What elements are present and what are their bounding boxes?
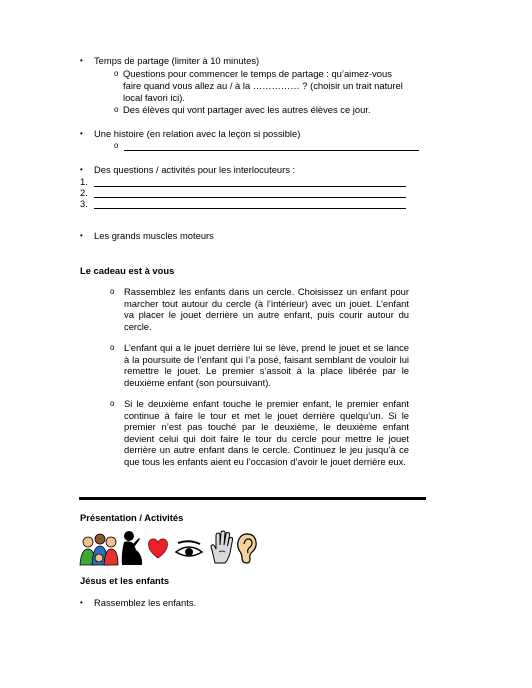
paragraph-line: L’enfant qui a le jouet derrière lui se lève, prend le jouet et se lance	[124, 342, 409, 353]
answer-line-3	[94, 208, 406, 209]
sharing-students-item: Des élèves qui vont partager avec les autres élèves ce jour.	[123, 104, 371, 115]
group-icon	[79, 532, 119, 566]
hand-icon	[208, 530, 234, 564]
gross-motor-item: Les grands muscles moteurs	[94, 230, 214, 241]
answer-line-2	[94, 197, 406, 198]
sharing-questions-line-1: Questions pour commencer le temps de partage : qu’aimez-vous	[123, 68, 392, 79]
bullet-dot: •	[80, 165, 83, 174]
eye-icon	[174, 540, 204, 560]
story-blank-line	[124, 150, 419, 151]
story-item: Une histoire (en relation avec la leçon si possible)	[94, 128, 301, 139]
paragraph-line: va placer le jouet derrière un autre enfant, puis courir autour du	[124, 309, 409, 321]
gather-children-item: Rassemblez les enfants.	[94, 597, 197, 608]
paragraph-line: à la poursuite de l’enfant qui l’a posé, faisant semblant de vouloir lui	[124, 353, 409, 365]
list-number-1: 1.	[80, 176, 88, 187]
bullet-dot: •	[80, 56, 83, 65]
paragraph-line: continue à faire le tour et met le jouet derrière quelqu’un. Si le	[124, 409, 409, 421]
paragraph-line: devient celui qui doit faire le tour du cercle pour mettre le jouet	[124, 432, 409, 444]
section-divider	[79, 497, 426, 500]
paragraph-line: remettre le jouet. Le premier s’assoit à la place libérée par le	[124, 365, 409, 377]
sub-bullet: o	[110, 399, 115, 408]
paragraph-line: premier n’est pas touché par le deuxième, le deuxième enfant	[124, 421, 409, 433]
sub-bullet: o	[114, 105, 119, 114]
paragraph-line: derrière un autre enfant dans le cercle. Continuez le jeu jusqu’à ce	[124, 444, 409, 456]
bullet-dot: •	[80, 231, 83, 240]
sharing-questions-line-3: local favori ici).	[123, 92, 185, 103]
paragraph-line: que tous les enfants aient eu l’occasion d’avoir le jouet derrière eux.	[124, 455, 406, 467]
bullet-dot: •	[80, 598, 83, 607]
gift-paragraph-2	[124, 342, 409, 388]
praying-figure-icon	[120, 530, 144, 566]
list-number-2: 2.	[80, 187, 88, 198]
gift-heading: Le cadeau est à vous	[80, 265, 175, 276]
list-number-3: 3.	[80, 198, 88, 209]
sharing-questions-line-2: faire quand vous allez au / à la …………… ? (choisir un trait naturel	[123, 80, 403, 91]
answer-line-1	[94, 186, 406, 187]
paragraph-line: cercle.	[124, 320, 152, 332]
paragraph-line: deuxième enfant (son poursuivant).	[124, 376, 271, 388]
ear-icon	[236, 532, 258, 564]
paragraph-line: marcher tout autour du cercle (à l’intérieur) avec un jouet. L’enfant	[124, 297, 409, 309]
sharing-time-item: Temps de partage (limiter à 10 minutes)	[94, 55, 260, 66]
sub-bullet: o	[110, 287, 115, 296]
jesus-children-heading: Jésus et les enfants	[80, 575, 170, 586]
questions-activities-item: Des questions / activités pour les interlocuteurs :	[94, 164, 296, 175]
gift-paragraph-3	[124, 398, 409, 468]
gift-paragraph-1	[124, 286, 409, 332]
paragraph-line: Rassemblez les enfants dans un cercle. Choisissez un enfant pour	[124, 286, 409, 297]
sub-bullet: o	[114, 69, 119, 78]
sub-bullet: o	[114, 141, 119, 150]
heart-icon	[146, 537, 170, 559]
paragraph-line: Si le deuxième enfant touche le premier enfant, le premier enfant	[124, 398, 409, 409]
bullet-dot: •	[80, 129, 83, 138]
sub-bullet: o	[110, 343, 115, 352]
presentation-heading: Présentation / Activités	[80, 512, 184, 523]
